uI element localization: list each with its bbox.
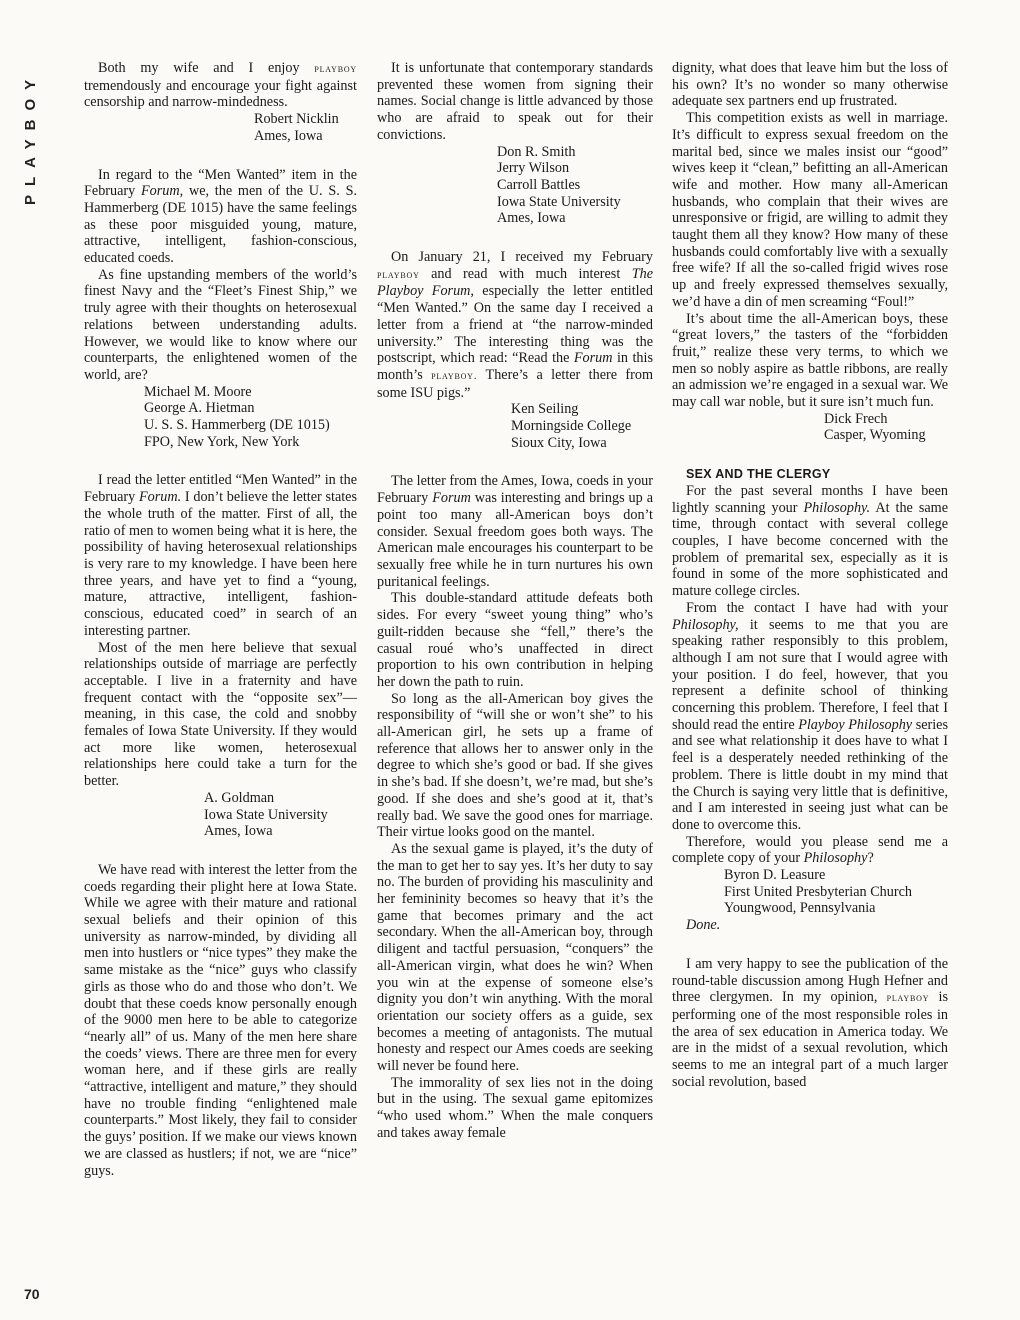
page-number: 70 (24, 1286, 40, 1302)
signature: Robert Nicklin Ames, Iowa (254, 111, 339, 144)
letter-paragraph: Both my wife and I enjoy playboy tremendously and encourage your fight against censorship and narrow-mindedness. (84, 60, 357, 111)
column-2 (377, 60, 653, 1142)
editor-reply: Done. (686, 917, 721, 934)
letter-paragraph: This competition exists as well in marriage. It’s difficult to express sexual freedom on the marital bed, since we males insist our “good” wives keep it “clean,” befitting an all-American wife and mother. How many all-American husbands, who complain that their wives are unresponsive or frigid, are willing to admit they taught them all they know? How many of these husbands could comfortably live with a sexually free wife? If all the so-called frigid wives rose up and freely expressed themselves sexually, we’d have a din of men screaming “Foul!” (672, 110, 948, 310)
letter-paragraph: As the sexual game is played, it’s the duty of the man to get her to say yes. It’s her duty to say no. The burden of providing his masculinity and her femininity becomes so heavy that it’s the game that becomes primary and the act secondary. When the all-American boy, through diligent and tactful persuasion, “conquers” the all-American virgin, what does he win? When you win at the expense of someone else’s dignity you don’t win anything. With the moral orientation our society offers as a guide, sex becomes a meeting of antagonists. The mutual honesty and respect our Ames coeds are seeking will never be found here. (377, 840, 653, 1075)
signature: A. Goldman Iowa State University Ames, Iowa (204, 789, 328, 840)
letter-paragraph: The immorality of sex lies not in the doing but in the using. The sexual game epitomizes “who used whom.” When the male conquers and takes away female (377, 1074, 653, 1141)
letter-paragraph: Therefore, would you please send me a complete copy of your Philosophy? (672, 833, 948, 867)
signature: Dick Frech Casper, Wyoming (824, 410, 926, 444)
letter-paragraph: From the contact I have had with your Philosophy, it seems to me that you are speaking rather responsibly to this problem, although I am not sure that I would agree with your position. I do feel, however, that you represent a definite school of thinking concerning this problem. Therefore, I feel that I should read the entire Playboy Philosophy series and see what relationship it does have to what I feel is a desperately needed rethinking of the problem. There is little doubt in my mind that the Church is saying very little that is definitive, and I am interested in seeing just what can be done to overcome this. (672, 599, 948, 833)
signature: Michael M. Moore George A. Hietman U. S. S. Hammerberg (DE 1015) FPO, New York, New York (144, 383, 330, 450)
letter-paragraph: I am very happy to see the publication of the round-table discussion among Hugh Hefner and three clergymen. In my opinion, playboy is performing one of the most responsible roles in the area of sex education in America today. We are in the midst of a sexual revolution, which seems to me an integral part of a much larger social revolution, based (672, 955, 948, 1090)
letter-paragraph: It’s about time the all-American boys, these “great lovers,” the tasters of the “forbidden fruit,” realize these very terms, to which we men so nobly aspire as battle ribbons, are really an admission we’re engaged in a sexual war. We may call war noble, but it sure isn’t much fun. (672, 310, 948, 411)
letter-paragraph: So long as the all-American boy gives the responsibility of “will she or won’t she” to his all-American girl, he sets up a frame of reference that allows her to answer only in the degree to which she’s good or bad. If she gives in she’s bad. If she doesn’t, we’re mad, but she’s good. If she does and she’s good at it, that’s really bad. We save the good ones for marriage. Their virtue looks good on the mantel. (377, 690, 653, 841)
section-heading: SEX AND THE CLERGY (686, 467, 831, 482)
letter-paragraph: As fine upstanding members of the world’s finest Navy and the “Fleet’s Finest Ship,” we truly agree with their thoughts on heterosexual relations between understanding adults. However, we would like to know where our counterparts, the enlightened women of the world, are? (84, 266, 357, 383)
brand-name: playboy (314, 63, 357, 75)
letter-paragraph: In regard to the “Men Wanted” item in the February Forum, we, the men of the U. S. S. Hammerberg (DE 1015) have the same feelings as these poor misguided young, mature, attractive, intelligent, fashion-conscious, educated coeds. (84, 166, 358, 267)
masthead-logo: PLAYBOY (22, 70, 39, 206)
letter-paragraph: I read the letter entitled “Men Wanted” in the February Forum. I don’t believe the letter states the whole truth of the matter. First of all, the ratio of men to women being what it is here, the possibility of having heterosexual relationships is very rare to my knowledge. I have been here three years, and have yet to find a “young, mature, attractive, intelligent, fashion-conscious, educated coed” in search of an interesting partner. (84, 472, 358, 639)
column-1 (84, 60, 357, 1179)
signature: Ken Seiling Morningside College Sioux City, Iowa (511, 401, 632, 451)
letter-paragraph: We have read with interest the letter from the coeds regarding their plight here at Iowa State. While we agree with their mature and rational sexual beliefs and their opinion of this university as narrow-minded, by dividing all men into hustlers or “nice types” they make the same mistake as the “nice” guys who classify girls as those who do and those who don’t. We doubt that these coeds know personally enough of the 9000 men here to be able to categorize “nearly all” of us. Many of the men here share the coeds’ views. There are three men for every woman here, and if these girls are really “attractive, intelligent and mature,” they should have no trouble finding “enlightened male counterparts.” Most likely, they fail to consider the guys’ position. If we make our views known we are classed as hustlers; if not, we are “nice” guys. (84, 861, 357, 1179)
letter-paragraph: For the past several months I have been lightly scanning your Philosophy. At the same time, through contact with several college couples, I have become concerned with the problem of premarital sex, especially as it is found in some of the more sophisticated and mature college circles. (672, 482, 948, 600)
column-3 (672, 60, 948, 1090)
signature: Don R. Smith Jerry Wilson Carroll Battles Iowa State University Ames, Iowa (497, 143, 621, 227)
letter-paragraph: On January 21, I received my February playboy and read with much interest The Playboy Forum, especially the letter entitled “Men Wanted.” On the same day I received a letter from a friend at “the narrow-minded university.” The interesting thing was the postscript, which read: “Read the Forum in this month’s playboy. There’s a letter there from some ISU pigs.” (377, 249, 654, 401)
letter-paragraph: dignity, what does that leave him but the loss of his own? It’s no wonder so many otherwise adequate sex partners end up frustrated. (672, 60, 948, 110)
letter-paragraph: This double-standard attitude defeats both sides. For every “sweet young thing” who’s guilt-ridden because she “fell,” there’s the casual roué who’s unaffected in direct proportion to his own contribution in helping her down the path to ruin. (377, 590, 653, 690)
letter-paragraph: The letter from the Ames, Iowa, coeds in your February Forum was interesting and brings up a point too many all-American boys don’t consider. Sexual freedom goes both ways. The American male encourages his counterpart to be sexually free while he in turn nurtures his own puritanical feelings. (377, 473, 654, 590)
letter-paragraph: It is unfortunate that contemporary standards prevented these women from signing their names. Social change is little advanced by those who are afraid to speak out for their convictions. (377, 60, 653, 143)
signature: Byron D. Leasure First United Presbyterian Church Youngwood, Pennsylvania (724, 867, 912, 917)
letter-paragraph: Most of the men here believe that sexual relationships outside of marriage are perfectly acceptable. I live in a fraternity and have frequent contact with the “opposite sex”—meaning, in this case, the cold and snobby females of Iowa State University. If they would act more like women, heterosexual relationships here could take a turn for the better. (84, 639, 357, 790)
